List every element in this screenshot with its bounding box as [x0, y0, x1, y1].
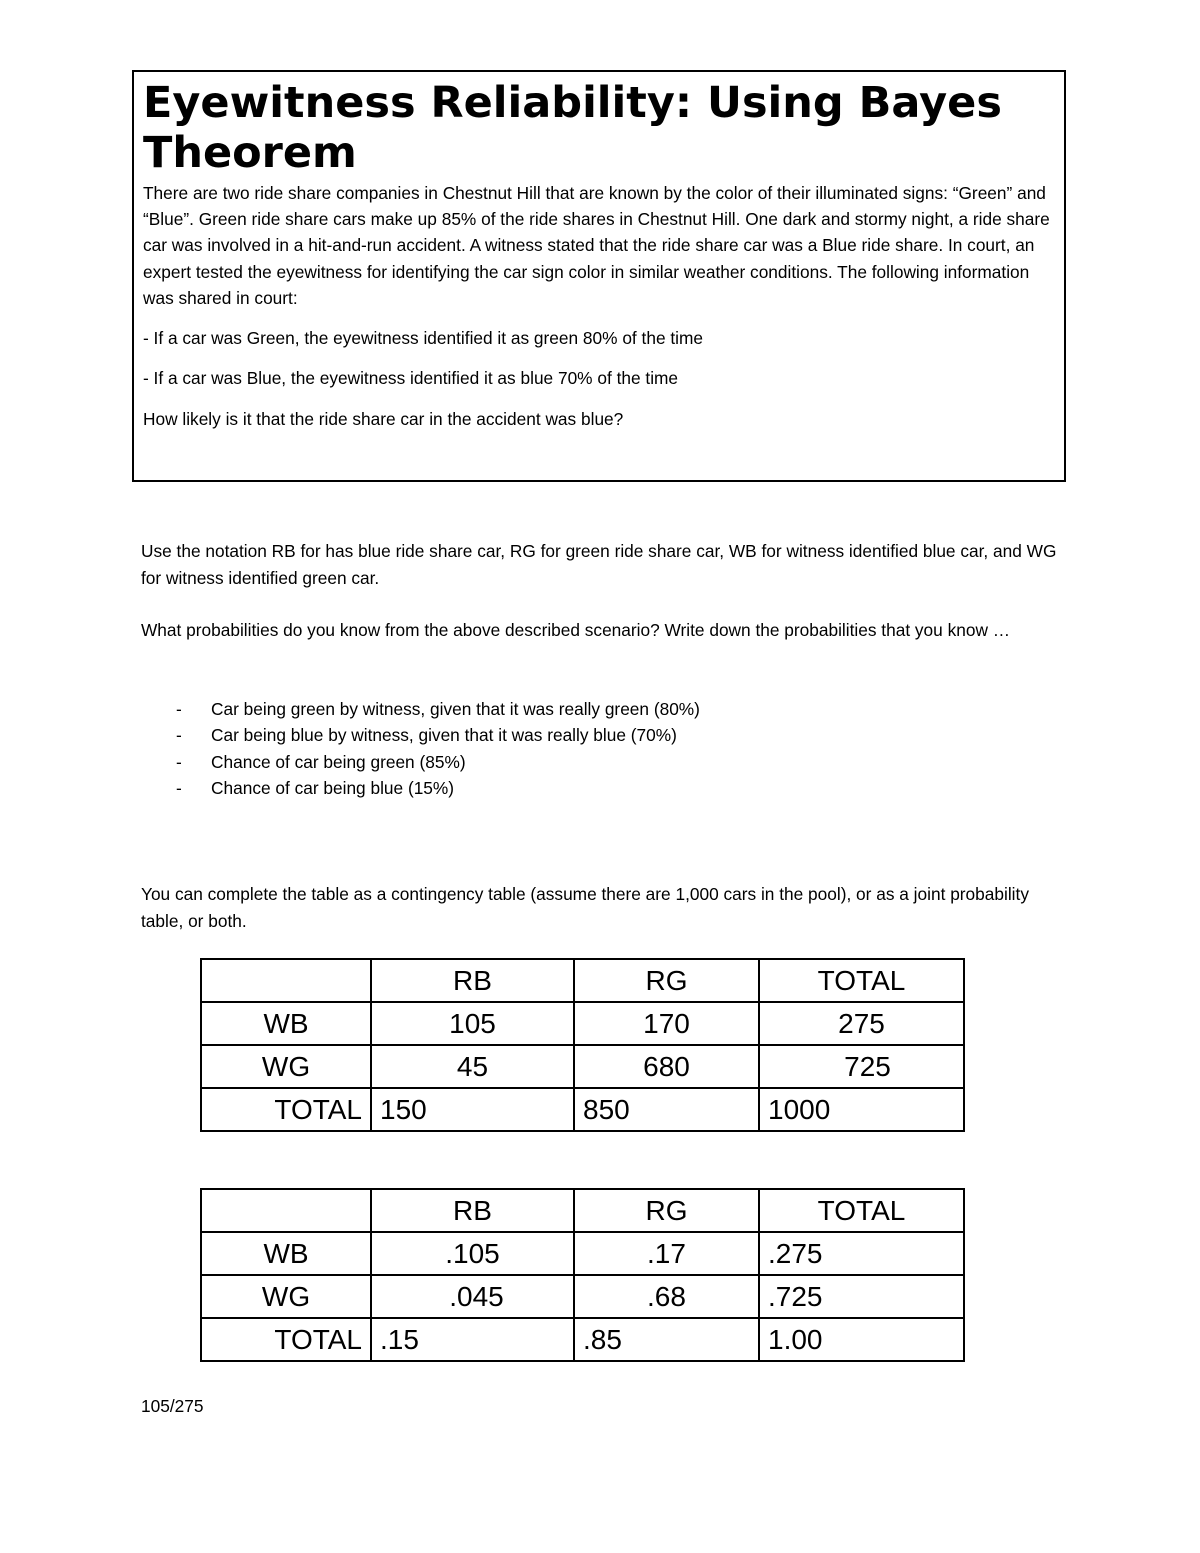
- table-header-rg: RG: [574, 959, 759, 1002]
- row-label: WG: [201, 1045, 371, 1088]
- contingency-table: [200, 958, 965, 1132]
- table-instructions: You can complete the table as a contingency table (assume there are 1,000 cars in the pool), or as a joint probability table, or both.: [141, 884, 1029, 931]
- table-cell: .17: [574, 1232, 759, 1275]
- table-cell: 1.00: [759, 1318, 964, 1361]
- list-item: [141, 749, 700, 775]
- table-cell: [201, 1189, 371, 1232]
- table-header-total: TOTAL: [759, 1189, 964, 1232]
- notation-paragraph: Use the notation RB for has blue ride share car, RG for green ride share car, WB for witness identified blue car, and WG for witness identified green car.: [141, 541, 1057, 588]
- dash-bullet: -: [176, 777, 182, 798]
- row-label: TOTAL: [201, 1318, 371, 1361]
- table-header-row: [201, 959, 964, 1002]
- table-cell: 275: [759, 1002, 964, 1045]
- problem-box: [132, 70, 1066, 482]
- row-label: WB: [201, 1002, 371, 1045]
- row-label: TOTAL: [201, 1088, 371, 1131]
- table-cell: .105: [371, 1232, 574, 1275]
- table-header-rb: RB: [371, 959, 574, 1002]
- list-item-text: Car being green by witness, given that it was really green (80%): [211, 699, 700, 719]
- fact-blue: - If a car was Blue, the eyewitness identified it as blue 70% of the time: [143, 368, 679, 389]
- list-item-text: Chance of car being blue (15%): [211, 777, 455, 798]
- fact-green: - If a car was Green, the eyewitness identified it as green 80% of the time: [143, 328, 704, 349]
- table-cell: .275: [759, 1232, 964, 1275]
- page-title: Eyewitness Reliability: Using Bayes Theorem: [143, 78, 1002, 178]
- table-cell: 150: [371, 1088, 574, 1131]
- table-cell: .15: [371, 1318, 574, 1361]
- table-header-total: TOTAL: [759, 959, 964, 1002]
- table-header-rg: RG: [574, 1189, 759, 1232]
- dash-bullet: -: [176, 751, 182, 772]
- problem-question: How likely is it that the ride share car in the accident was blue?: [143, 409, 624, 430]
- table-row: [201, 1318, 964, 1361]
- known-probabilities-list: [141, 696, 700, 801]
- list-item-text: Chance of car being green (85%): [211, 751, 466, 772]
- dash-bullet: -: [176, 699, 182, 719]
- table-cell: 680: [574, 1045, 759, 1088]
- list-item: [141, 775, 700, 801]
- known-prompt: What probabilities do you know from the above described scenario? Write down the probabilities that you know …: [141, 620, 1011, 640]
- table-cell: .045: [371, 1275, 574, 1318]
- table-header-row: [201, 1189, 964, 1232]
- table-cell: .85: [574, 1318, 759, 1361]
- table-cell: 850: [574, 1088, 759, 1131]
- table-cell: .68: [574, 1275, 759, 1318]
- table-cell: [201, 959, 371, 1002]
- list-item: [141, 696, 700, 722]
- table-cell: 170: [574, 1002, 759, 1045]
- answer-note: 105/275: [141, 1396, 204, 1416]
- table-cell: .725: [759, 1275, 964, 1318]
- table-cell: 105: [371, 1002, 574, 1045]
- table-row: [201, 1045, 964, 1088]
- row-label: WG: [201, 1275, 371, 1318]
- probability-table: [200, 1188, 965, 1362]
- table-cell: 1000: [759, 1088, 964, 1131]
- row-label: WB: [201, 1232, 371, 1275]
- table-row: [201, 1232, 964, 1275]
- table-row: [201, 1088, 964, 1131]
- dash-bullet: -: [176, 725, 182, 746]
- table-header-rb: RB: [371, 1189, 574, 1232]
- list-item: [141, 722, 700, 748]
- table-row: [201, 1275, 964, 1318]
- table-cell: 45: [371, 1045, 574, 1088]
- table-cell: 725: [759, 1045, 964, 1088]
- table-row: [201, 1002, 964, 1045]
- problem-intro: There are two ride share companies in Chestnut Hill that are known by the color of their illuminated signs: “Green” and “Blue”. Green ride share cars make up 85% of the ride shares in Chestnut Hill. One dark and stormy night, a ride share car was involved in a hit-and-run accident. A witness stated that the ride share car was a Blue ride share. In court, an expert tested the eyewitness for identifying the car sign color in similar weather conditions. The following information was shared in court:: [143, 183, 1050, 308]
- list-item-text: Car being blue by witness, given that it was really blue (70%): [211, 725, 677, 746]
